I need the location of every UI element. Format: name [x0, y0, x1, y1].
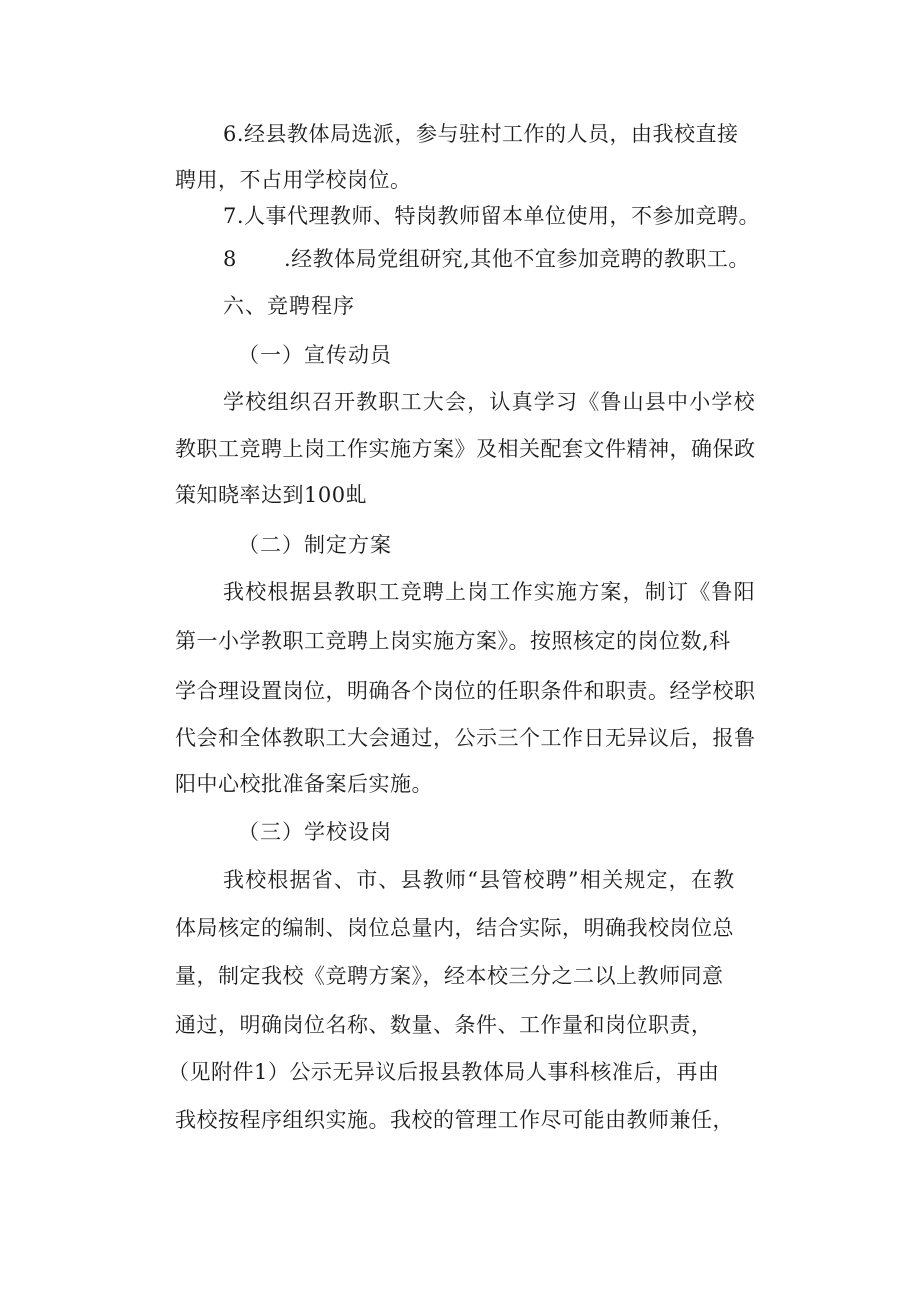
subsection-heading-publicity: （一）宣传动员 — [238, 343, 392, 367]
paragraph-posts-line-1: 我校根据省、市、县教师“县管校聘”相关规定，在教 — [223, 868, 736, 892]
paragraph-publicity-line-3: 策知晓率达到100虬 — [175, 483, 368, 507]
paragraph-publicity-line-1: 学校组织召开教职工大会，认真学习《鲁山县中小学校 — [223, 390, 756, 414]
paragraph-plan-line-1: 我校根据县教职工竞聘上岗工作实施方案，制订《鲁阳 — [223, 580, 756, 604]
paragraph-plan-line-2: 第一小学教职工竞聘上岗实施方案》。按照核定的岗位数,科 — [175, 629, 731, 653]
paragraph-posts-line-6: 我校按程序组织实施。我校的管理工作尽可能由教师兼任， — [175, 1108, 734, 1132]
paragraph-posts-line-3: 量，制定我校《竞聘方案》，经本校三分之二以上教师同意 — [175, 964, 724, 988]
paragraph-plan-line-3: 学合理设置岗位，明确各个岗位的任职条件和职责。经学校职 — [175, 679, 756, 703]
paragraph-posts-line-4: 通过，明确岗位名称、数量、条件、工作量和岗位职责， — [175, 1013, 713, 1037]
subsection-heading-posts: （三）学校设岗 — [238, 820, 392, 844]
paragraph-item-8-number: 8 — [223, 247, 237, 271]
section-heading-procedure: 六、竞聘程序 — [223, 294, 355, 318]
paragraph-item-6-line-2: 聘用，不占用学校岗位。 — [175, 168, 412, 192]
paragraph-posts-line-2: 体局核定的编制、岗位总量内，结合实际，明确我校岗位总 — [175, 916, 734, 940]
paragraph-plan-line-5: 阳中心校批准备案后实施。 — [175, 772, 433, 796]
paragraph-publicity-line-2: 教职工竞聘上岗工作实施方案》及相关配套文件精神，确保政 — [175, 437, 756, 461]
paragraph-item-6-line-1: 6.经县教体局选派，参与驻村工作的人员，由我校直接 — [223, 122, 739, 146]
subsection-heading-plan: （二）制定方案 — [238, 533, 392, 557]
paragraph-item-7: 7.人事代理教师、特岗教师留本单位使用，不参加竞聘。 — [223, 204, 761, 228]
paragraph-item-8-text: .经教体局党组研究,其他不宜参加竞聘的教职工。 — [284, 247, 750, 271]
paragraph-plan-line-4: 代会和全体教职工大会通过，公示三个工作日无异议后，报鲁 — [175, 726, 756, 750]
paragraph-posts-line-5: （见附件1）公示无异议后报县教体局人事科核准后，再由 — [168, 1060, 720, 1084]
